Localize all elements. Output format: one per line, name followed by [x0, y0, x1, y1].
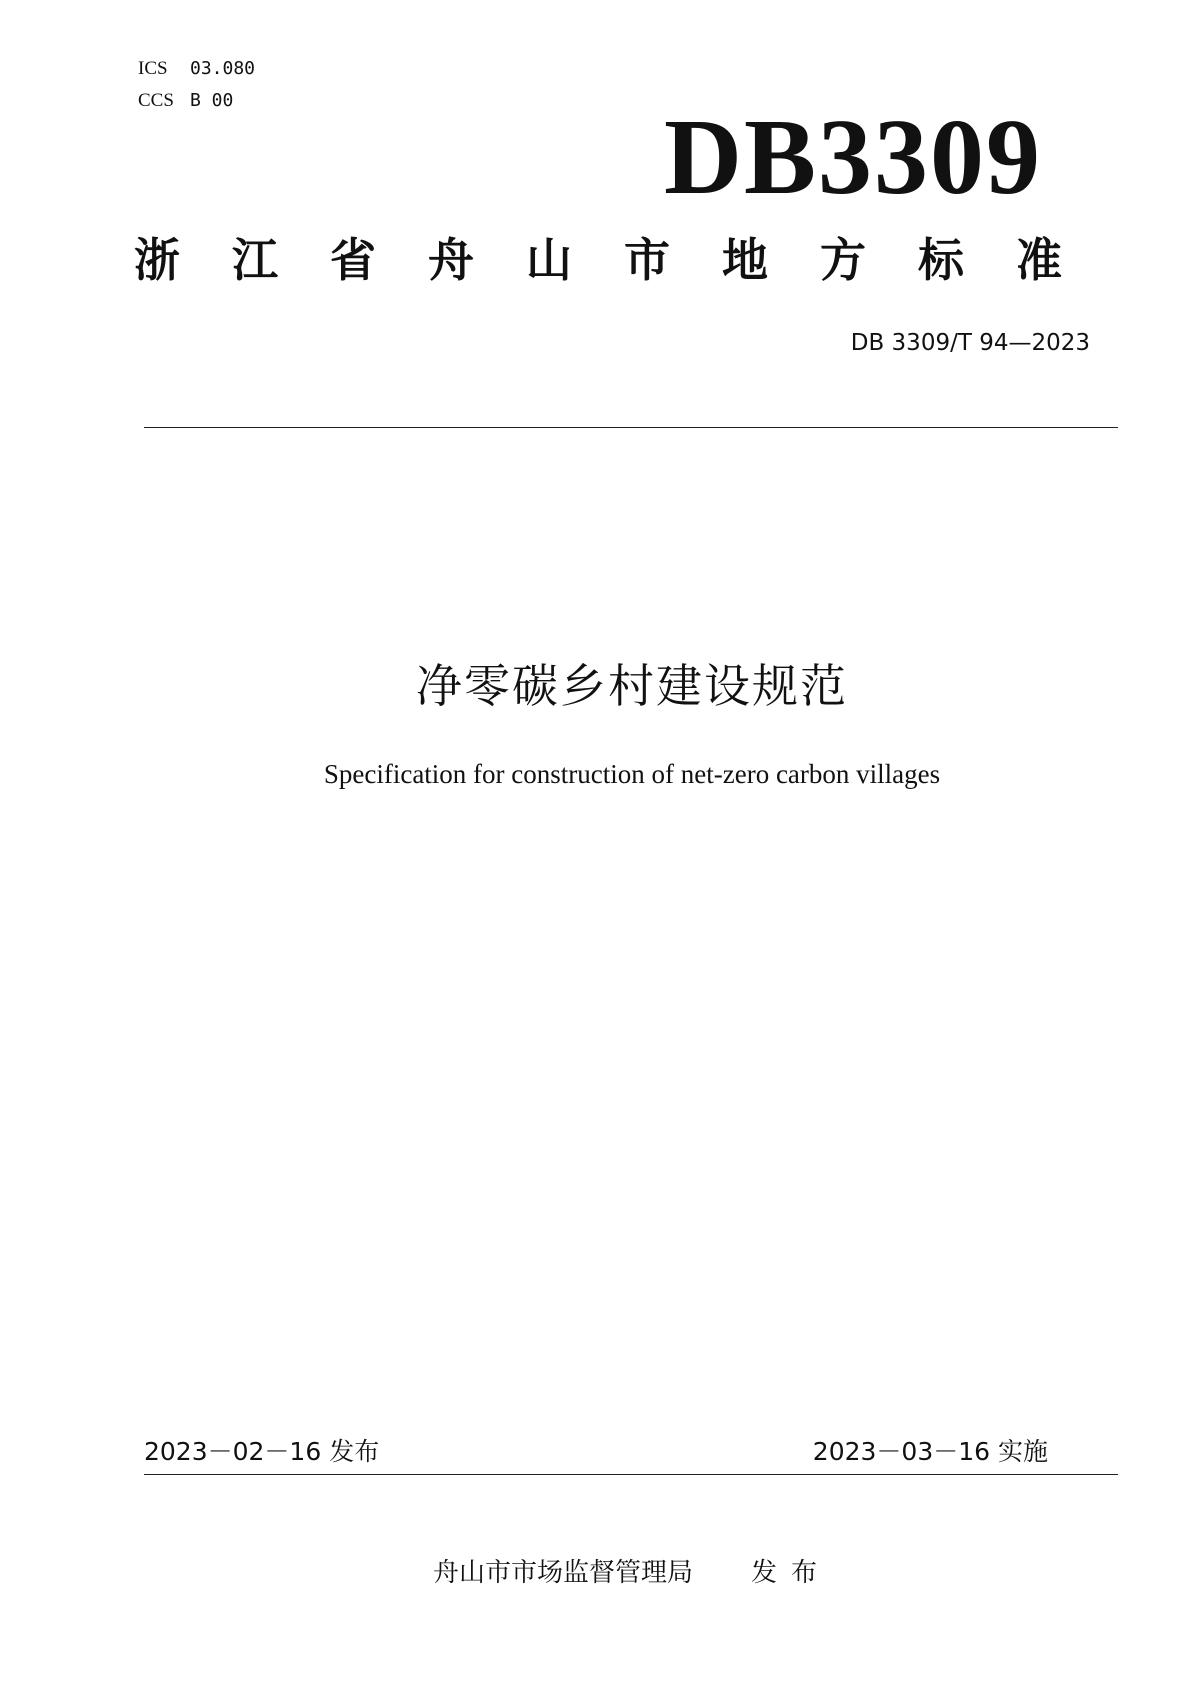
document-title-chinese: 净零碳乡村建设规范 [416, 659, 848, 713]
ics-label: ICS [138, 58, 168, 79]
ics-value: 03.080 [190, 58, 256, 79]
ccs-code [138, 89, 233, 113]
publish-action: 发布 [751, 1558, 832, 1588]
document-title-english: Specification for construction of net-zero carbon villages [323, 759, 941, 789]
top-divider [144, 427, 1118, 428]
ccs-value: B 00 [190, 90, 234, 111]
standard-type-heading: 浙 江 省 舟 山 市 地 方 标 准 [134, 233, 1062, 287]
ics-code [138, 57, 255, 81]
implement-date: 2023－03－16 实施 [812, 1437, 1048, 1466]
publish-date: 2023－02－16 发布 [144, 1437, 380, 1466]
publisher-name: 舟山市市场监督管理局 [432, 1558, 693, 1588]
publisher-line [0, 1556, 1200, 1590]
ccs-label: CCS [138, 90, 174, 111]
bottom-divider [144, 1474, 1118, 1475]
standard-code-heading: DB3309 [663, 98, 1042, 217]
standard-number: DB 3309/T 94—2023 [850, 330, 1090, 356]
